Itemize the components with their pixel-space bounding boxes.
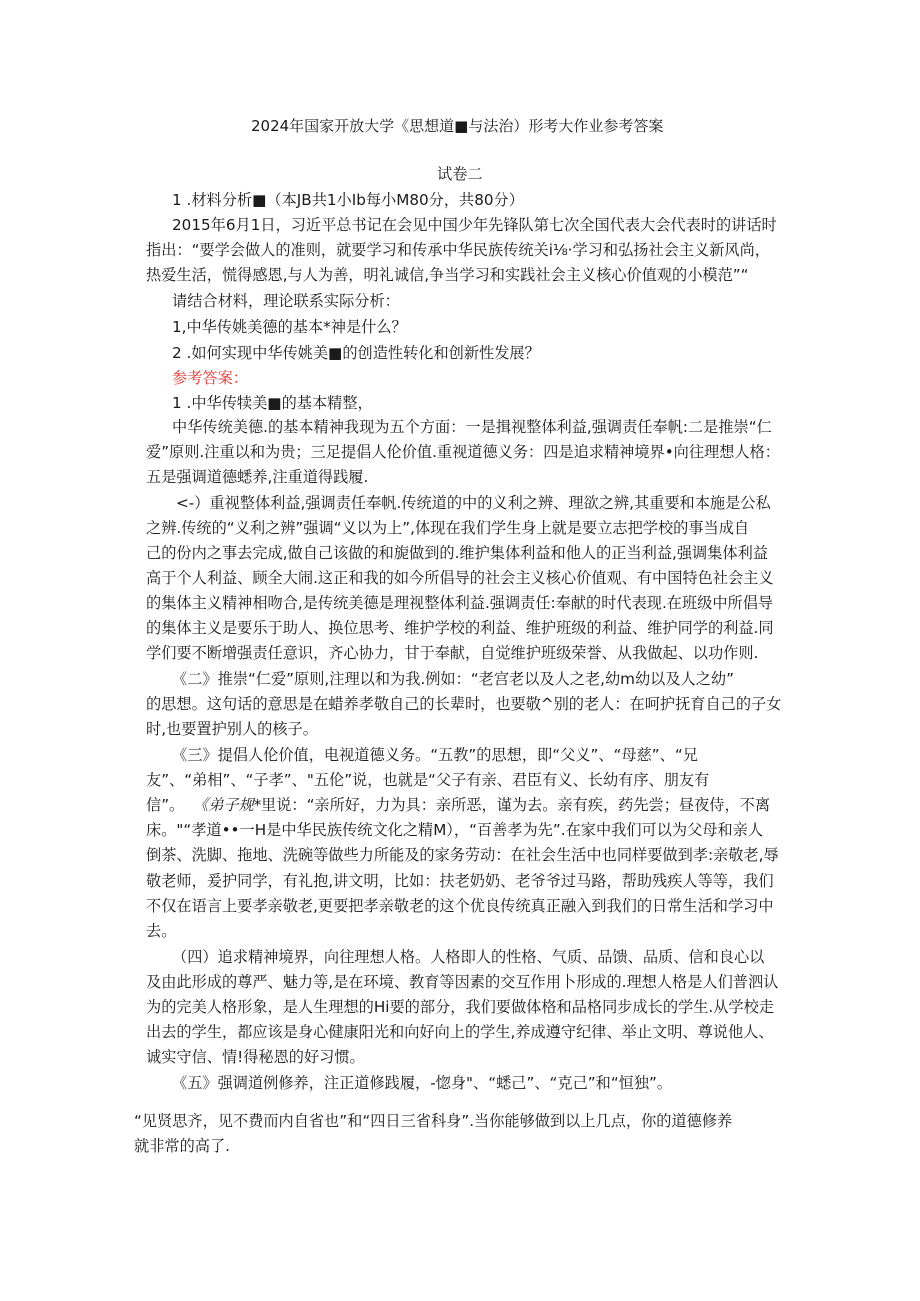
- text-line-p-one-1: <-）重视整体利益,强调责任奉帆.传统道的中的义利之辨、理欲之辨,其重要和本施是公私: [176, 494, 771, 512]
- text-line-material-3: 热爱生活，慌得感恩,与人为善，明礼诚信,争当学习和实践社会主义核心价值观的小模范”“: [146, 266, 749, 284]
- text-line-p-one-4: 高于个人利益、顾全大闹.这正和我的如今所倡导的社会主义核心价值观、有中国特色社会主义: [146, 569, 774, 587]
- text-line-p-four-3: 为的完美人格形象，是人生理想的Hi要的部分，我们要做体格和品格同步成长的学生.从学校走: [146, 998, 774, 1016]
- text-line-p-two-1: 《二》推崇“仁爱”原则,注理以和为我.例如：“老宫老以及人之老,幼m幼以及人之幼”: [172, 670, 734, 688]
- text-line-p-one-3: 己的份内之事去完成,做自己该做的和旎做到的.维护集体利益和他人的正当利益,强调集体利益: [146, 544, 768, 562]
- text-line-q-heading: 1 .材料分析■（本JB共1小Ib每小M80分，共80分）: [172, 191, 524, 209]
- text-line-p-five-1: 《五》强调道例修养，注正道修践履，-惚身"、“蟋己”、“克己”和“恒独”。: [172, 1074, 673, 1092]
- text-line-p-four-4: 出去的学生，都应该是身心健康阳光和向好向上的学生,养成遵守纪律、举止文明、尊说他人、: [146, 1023, 774, 1041]
- text-line-p-three-4: 床。"“孝道••一H是中华民族传统文化之精M），“百善孝为先”.在家中我们可以为父母和亲人: [146, 821, 764, 839]
- document-title: 2024年国家开放大学《思想道■与法治）形考大作业参考答案: [251, 117, 664, 135]
- text-line-p-five-2: “见贤思齐，见不费而内自省也”和“四日三省科身”.当你能够做到以上几点，你的道德修养: [134, 1112, 733, 1130]
- text-line-p-three-2: 友”、“弟相”、“子孝”、"五伦”说，也就是“父子有亲、君臣有义、长幼有序、朋友有: [146, 771, 710, 789]
- text-line-p-five-3: 就非常的高了.: [134, 1137, 230, 1155]
- text-line-p-three-8: 去。: [146, 922, 177, 940]
- text-line-p-three-1: 《三》提倡人伦价值，电视道德义务。“五教”的思想，即“父义”、“母慈”、“兄: [172, 746, 698, 764]
- text-line-p-three-3a: 信”。: [146, 796, 185, 814]
- text-line-a1-p1-1: 中华传统美德.的基本精神我现为五个方面：一是揖视整体利益,强调责任奉帆:二是推崇“仁: [172, 418, 772, 436]
- text-line-p-two-3: 时,也要置护别人的核子。: [146, 720, 318, 738]
- text-line-a1-heading: 1 .中华传犊美■的基本精整，: [172, 394, 373, 412]
- text-line-p-four-1: （四）追求精神境界，向往理想人格。人格即人的性格、气质、品馈、品质、信和良心以: [172, 948, 765, 966]
- paper-label: 试卷二: [437, 165, 483, 183]
- text-line-p-one-6: 的集体主义是要乐于助人、换位思考、维护学校的利益、维护班级的利益、维护同学的利益.同: [146, 619, 774, 637]
- text-line-material-1: 2015年6月1日，习近平总书记在会见中国少年先锋队第七次全国代表大会代表时的讲话时: [172, 216, 777, 234]
- text-line-a1-p1-2: 爱”原则.注重以和为贵；三足提倡人伦价值.重视道德义务：四是追求精神境界•向往理想人格：: [146, 443, 780, 461]
- text-line-p-two-2: 的思想。这句话的意思是在蜡养孝敬自己的长辈时，也要敬^别的老人：在呵护抚育自己的子女: [146, 695, 782, 713]
- text-line-p-three-5: 倒茶、洗脚、拖地、洗碗等做些力所能及的家务劳动：在社会生活中也同样要做到孝:亲敬老,辱: [146, 846, 779, 864]
- text-line-p-one-2: 之辨.传统的“义利之辨”强调“义以为上”,体现在我们学生身上就是要立志把学校的事当成自: [146, 519, 750, 537]
- text-line-p-four-2: 及由此形成的尊严、魅力等,是在环境、教育等因素的交互作用卜形成的.理想人格是人们普泗认: [146, 973, 779, 991]
- text-line-instruction: 请结合材料，理论联系实际分析：: [172, 292, 400, 310]
- text-line-p-one-5: 的集体主义精神相吻合,是传统美德是理视整体利益.强调责任:奉献的时代表现.在班级中所倡导: [146, 594, 774, 612]
- text-line-p-four-5: 诚实守信、情!得秘恩的好习惯。: [146, 1048, 365, 1066]
- text-line-q2: 2 .如何实现中华传姚美■的创造性转化和创新性发展？: [172, 344, 540, 362]
- text-line-q1: 1,中华传姚美德的基本*神是什么？: [172, 318, 407, 336]
- text-line-p-one-7: 学们要不断增强责任意识，齐心协力，甘于奉献，自觉维护班级荣誉、从我做起、以功作则.: [146, 644, 759, 662]
- text-line-p-three-7: 不仅在语言上要孝亲敬老,更要把孝亲敬老的这个优良传统真正融入到我们的日常生活和学习中: [146, 897, 774, 915]
- text-line-p-three-3c: 里说：“亲所好，力为具：亲所恶，谨为去。亲有疾，药先尝；昼夜侍，不离: [261, 796, 771, 814]
- text-line-material-2: 指出：“要学会做人的准则，就要学习和传承中华民族传统关i⅛·学习和弘扬社会主义新风尚，: [146, 241, 770, 259]
- text-line-p-three-3b: 《弟子规*: [193, 796, 262, 814]
- text-line-p-three-6: 敬老师，爰护同学，有礼抱,讲文明，比如：扶老奶奶、老爷爷过马路，帮助残疾人等等，我们: [146, 872, 774, 890]
- text-line-a1-p1-3: 五是强调道德蟋养,注重道得践履.: [146, 468, 369, 486]
- text-line-answer-label: 参考答案：: [172, 369, 248, 387]
